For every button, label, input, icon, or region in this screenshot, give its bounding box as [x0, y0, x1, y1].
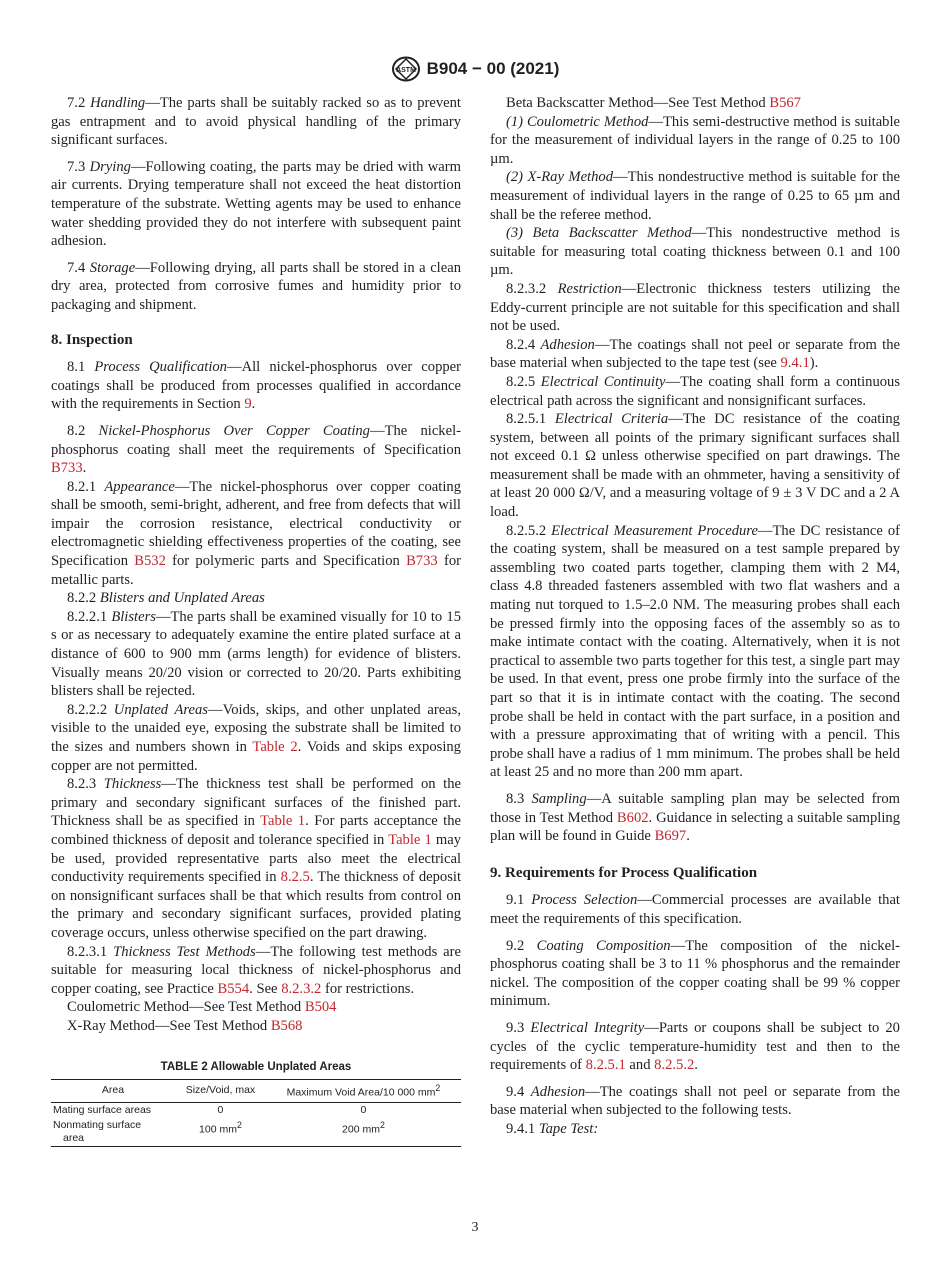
page-header: [0, 56, 950, 82]
method-2-paragraph: (2) X-Ray Method—This nondestructive method is suitable for the measurement of individual layers in the range of 0.25 to 65 µm and shall be the referee method.: [490, 169, 901, 223]
section-8-heading: 8. Inspection: [51, 331, 133, 348]
paragraph-8-2-5: 8.2.5 Electrical Continuity—The coating shall form a continuous electrical path across the significant and nonsignificant surfaces.: [490, 373, 901, 409]
b733-link[interactable]: B733: [51, 460, 83, 477]
section-8-2-5-1-link[interactable]: 8.2.5.1: [585, 1057, 626, 1074]
table-cell-max: 200 $mm^2$: [342, 1119, 385, 1136]
paragraph-8-2-3-1: 8.2.3.1 Thickness Test Methods—The following test methods are suitable for measuring local thickness of nickel-phosphorus and copper coating, see Practice B554. See 8.2.3.2 for restrictions.: [51, 943, 461, 997]
table-header-size: Size/Void, max: [185, 1084, 256, 1097]
paragraph-8-2-2: 8.2.2 Blisters and Unplated Areas: [67, 590, 265, 607]
table-2: [51, 1079, 461, 1147]
paragraph-8-2-4: 8.2.4 Adhesion—The coatings shall not peel or separate from the base material when subjected to the tape test (see 9.4.1).: [490, 336, 900, 372]
method-3-paragraph: (3) Beta Backscatter Method—This nondestructive method is suitable for measuring total coating thickness between 0.1 and 100 µm.: [490, 225, 900, 279]
paragraph-8-2-2-1: 8.2.2.1 Blisters—The parts shall be examined visually for 10 to 15 s or as necessary to adequately examine the entire plated surface at a distance of 600 to 900 mm (arms length) for evidence of blisters. Visually means 20/20 vision or corrected to 20/20. Parts exhibiting blisters shall be rejected.: [51, 608, 461, 700]
paragraph-8-2-1: 8.2.1 Appearance—The nickel-phosphorus over copper coating shall be smooth, semi-bright, adherent, and free from defects that will impair the corrosion resistance, electrical conductivity or electromagnetic shielding effectiveness properties of the coating, see Specification B532 for polymeric parts and Specification B733 for metallic parts.: [51, 478, 461, 588]
section-9-heading: 9. Requirements for Process Qualification: [490, 864, 758, 881]
svg-text:ASTM: ASTM: [395, 67, 416, 74]
paragraph-9-1: 9.1 Process Selection—Commercial processes are available that meet the requirements of this specification.: [490, 892, 900, 927]
b602-link[interactable]: B602: [616, 809, 649, 826]
section-8-2-3-2-link[interactable]: 8.2.3.2: [281, 980, 322, 997]
xray-method-line: X-Ray Method—See Test Method B568: [67, 1017, 303, 1034]
astm-logo-icon: [391, 56, 421, 82]
paragraph-7-4: 7.4 Storage—Following drying, all parts shall be stored in a clean dry area, protected from corrosive fumes and humidity prior to packaging and shipment.: [51, 259, 461, 313]
method-1-paragraph: (1) Coulometric Method—This semi-destructive method is suitable for the measurement of individual layers in the range of 0.25 to 100 µm.: [490, 113, 901, 167]
table-cell-area: Mating surface areas: [53, 1103, 152, 1116]
table-cell-size: 0: [217, 1103, 224, 1116]
b567-link[interactable]: B567: [769, 95, 801, 111]
table-header-area: Area: [101, 1084, 125, 1097]
paragraph-8-2-3-2: 8.2.3.2 Restriction—Electronic thickness testers utilizing the Eddy-current principle are not suitable for this specification and shall not be used.: [490, 280, 900, 335]
paragraph-8-2-5-1: 8.2.5.1 Electrical Criteria—The DC resistance of the coating system, between all points of the primary significant surfaces shall not exceed 0.1 Ω unless otherwise specified on part drawings. The measurement shall be made with an ohmmeter, having a sensitivity of at least 20 000 Ω/V, and a measuring voltage of 9 ± 3 V DC and a 2 A load.: [490, 411, 900, 521]
table-cell-area: Nonmating surface area: [53, 1118, 142, 1144]
paragraph-8-2: 8.2 Nickel-Phosphorus Over Copper Coating—The nickel-phosphorus coating shall meet the requirements of Specification B733.: [51, 422, 461, 477]
b568-link[interactable]: B568: [270, 1017, 303, 1034]
coulometric-method-line: Coulometric Method—See Test Method B504: [67, 999, 337, 1016]
b532-link[interactable]: B532: [134, 553, 166, 570]
beta-backscatter-line: Beta Backscatter Method—See Test Method B567: [506, 95, 801, 111]
b733-link[interactable]: B733: [406, 553, 438, 570]
table-header-max: Maximum Void Area/10 000 $mm^2$: [286, 1083, 441, 1099]
page-number: 3: [471, 1220, 479, 1235]
table-row: [51, 1102, 461, 1118]
paragraph-7-2: 7.2 Handling—The parts shall be suitably racked so as to prevent gas entrapment and to avoid physical handling of the primary significant surfaces.: [51, 95, 461, 149]
table-cell-max: 0: [360, 1103, 367, 1116]
paragraph-8-2-2-2: 8.2.2.2 Unplated Areas—Voids, skips, and other unplated areas, visible to the unaided eye, exposing the substrate shall be limited to the sizes and numbers shown in Table 2. Voids and skips exposing copper are not permitted.: [51, 701, 461, 774]
table-2-link[interactable]: Table 2: [252, 739, 298, 755]
b697-link[interactable]: B697: [654, 828, 687, 845]
paragraph-9-4-1: 9.4.1 Tape Test:: [506, 1120, 599, 1137]
paragraph-9-2: 9.2 Coating Composition—The composition of the nickel-phosphorus coating shall be 3 to 11 % phosphorus and the remainder nickel. The composition of the copper coating shall be 99 % copper minimum.: [490, 937, 900, 1010]
paragraph-8-2-5-2: 8.2.5.2 Electrical Measurement Procedure—The DC resistance of the coating system, shall be measured on a test sample prepared by assembling two coated parts together, clamping them with 2 M4, class 4.8 threaded fasteners assembled with two flat washers and a mating nut torqued to 1.5–2.0 NM. The measuring probes shall each be pressed firmly into the opposing faces of the assembly so as to make intimate contact with the coating. Alternatively, when it is not practical to assemble two parts together for this test, a single part may be used. In that event, press one probe firmly into the surface of the part so that it is in intimate contact with the coating. The second probe shall be held in contact with the part surface, in a position and with a pressure approximating that of writing with a pencil. This probe shall have a radius of 1 mm minimum. The probes shall be held at least 25 and no more than 200 mm apart.: [490, 522, 900, 781]
table-2-title: TABLE 2 Allowable Unplated Areas: [160, 1060, 352, 1073]
b504-link[interactable]: B504: [304, 999, 337, 1016]
b554-link[interactable]: B554: [217, 980, 250, 997]
paragraph-7-3: 7.3 Drying—Following coating, the parts may be dried with warm air currents. Drying temperature shall not exceed the heat distortion temperature of the substrate. Wetting agents may be used to enhance water shedding provided they do not interfere with subsequent paint adhesion.: [51, 158, 461, 250]
right-column: [490, 94, 900, 1138]
table-header-row: [51, 1080, 461, 1103]
paragraph-8-2-3: 8.2.3 Thickness—The thickness test shall be performed on the primary and secondary significant surfaces of the finished part. Thickness shall be as specified in Table 1. For parts acceptance the combined thickness of deposit and tolerance specified in Table 1 may be used, provided representative parts also meet the electrical conductivity requirements specified in 8.2.5. The thickness of deposit on nonsignificant surfaces shall be that which results from control on the primary and secondary significant surfaces, provided plating coverage occurs, unless otherwise specified on the part drawing.: [51, 776, 462, 941]
section-8-2-5-2-link[interactable]: 8.2.5.2: [654, 1057, 695, 1074]
document-designation: B904 − 00 (2021): [426, 59, 560, 78]
table-row: [51, 1118, 461, 1147]
paragraph-8-1: 8.1 Process Qualification—All nickel-phosphorus over copper coatings shall be produced from processes qualified in accordance with the requirements in Section 9.: [51, 359, 462, 413]
table-1-link[interactable]: Table 1: [260, 813, 306, 830]
section-8-2-5-link[interactable]: 8.2.5: [280, 869, 310, 886]
paragraph-8-3: 8.3 Sampling—A suitable sampling plan may be selected from those in Test Method B602. Guidance in selecting a suitable sampling plan will be found in Guide B697.: [490, 790, 900, 845]
section-9-4-1-link[interactable]: 9.4.1: [780, 355, 810, 372]
paragraph-9-4: 9.4 Adhesion—The coatings shall not peel or separate from the base material when subjected to the following tests.: [490, 1083, 900, 1119]
table-1-link[interactable]: Table 1: [388, 831, 432, 848]
table-cell-size: 100 $mm^2$: [199, 1119, 242, 1136]
section-9-link[interactable]: 9: [244, 396, 252, 413]
left-column: [51, 94, 461, 1147]
paragraph-9-3: 9.3 Electrical Integrity—Parts or coupons shall be subject to 20 cycles of the cyclic temperature-humidity test and then to the requirements of 8.2.5.1 and 8.2.5.2.: [490, 1019, 900, 1074]
